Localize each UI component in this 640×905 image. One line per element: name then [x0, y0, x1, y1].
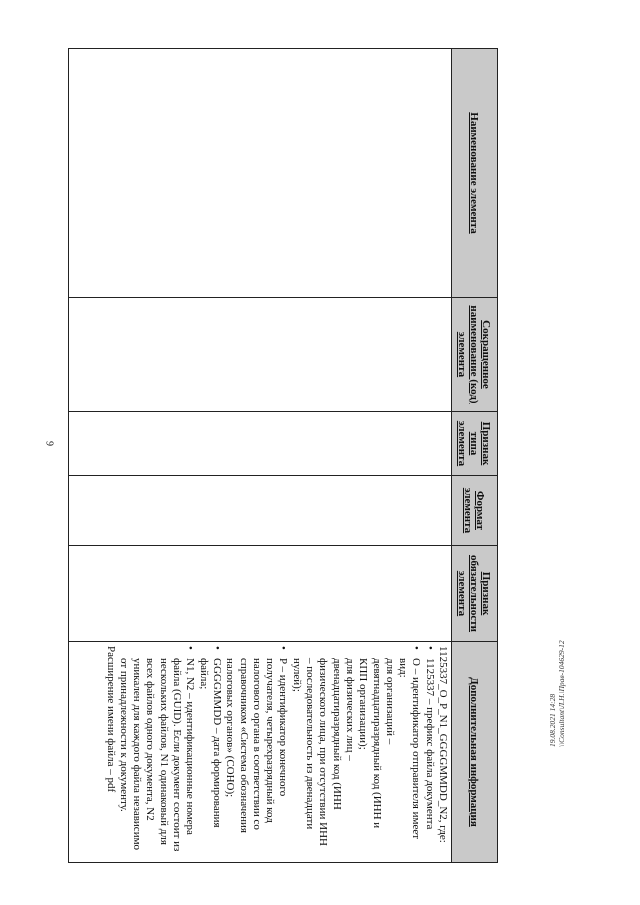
- page-number: 9: [43, 441, 55, 446]
- cell-element-name: [69, 49, 452, 298]
- info-line: физического лица, при отсутствии ИНН: [317, 658, 330, 846]
- cell-element-code: [69, 298, 452, 412]
- info-line: налоговых органов» (СОНО);: [224, 658, 237, 798]
- cell-element-type: [69, 412, 452, 476]
- header-element-code: Сокращенное наименование (код) элемента: [452, 298, 498, 412]
- cell-element-format: [69, 476, 452, 546]
- header-additional-info: Дополнительная информация: [452, 642, 498, 863]
- info-line: от принадлежности к документу.: [117, 658, 130, 812]
- cell-element-required: [69, 546, 452, 642]
- info-line: файла;: [197, 658, 210, 690]
- info-line: нулей);: [290, 658, 303, 692]
- consultant-stamp: [548, 615, 566, 747]
- info-bullet-line: • P – идентификатор конечного: [276, 646, 289, 858]
- element-description-table: [68, 48, 498, 863]
- header-element-name: Наименование элемента: [452, 49, 498, 298]
- cell-additional-info: [69, 642, 452, 863]
- table-header-row: [452, 49, 498, 863]
- info-line: уникален для каждого файла независимо: [131, 658, 144, 851]
- info-line: КПП организации);: [357, 658, 370, 750]
- table-row: [69, 49, 452, 863]
- info-line: всех файлов одного документа, N2: [144, 658, 157, 821]
- stamp-date: 19.08.2021 14:28: [548, 693, 557, 747]
- info-line: Расширение имени файла – pdf: [104, 646, 117, 793]
- info-line: налогового органа в соответствии со: [250, 658, 263, 830]
- info-line: 1125337_O_P_N1_GGGGMMDD_N2, где:: [437, 646, 449, 843]
- info-line: справочником «Система обозначения: [237, 658, 250, 833]
- info-line: для физических лиц –: [343, 658, 356, 761]
- additional-info-text: [103, 646, 449, 858]
- info-line: девятнадцатиразрядный код (ИНН и: [370, 658, 383, 829]
- header-element-type: Признак типа элемента: [452, 412, 498, 476]
- info-line: для организаций –: [383, 658, 396, 745]
- info-line: – последовательность из двенадцати: [304, 658, 317, 830]
- rotated-table-container: [68, 48, 498, 862]
- info-line: получателя, четырехразрядный код: [264, 658, 277, 823]
- info-bullet-line: • GGGGMMDD – дата формирования: [210, 646, 223, 858]
- info-line: нескольких файлов, N1 одинаковый для: [157, 658, 170, 845]
- stamp-path: \\Consultant\Л.Н.\Прав-104629-12: [557, 640, 566, 747]
- header-element-format: Формат элемента: [452, 476, 498, 546]
- info-bullet-line: • 1125337 – префикс файла документа: [422, 646, 435, 858]
- info-line: вид:: [397, 658, 410, 678]
- header-element-required: Признак обязательности элемента: [452, 546, 498, 642]
- info-line: двенадцатиразрядный код (ИНН: [330, 658, 343, 810]
- info-bullet-line: • N1, N2 – идентификационные номера: [183, 646, 196, 858]
- data-table-frame: [68, 48, 498, 862]
- info-bullet-line: • O – идентификатор отправителя имеет: [409, 646, 422, 858]
- info-line: файла (GUID). Если документ состоит из: [171, 658, 184, 852]
